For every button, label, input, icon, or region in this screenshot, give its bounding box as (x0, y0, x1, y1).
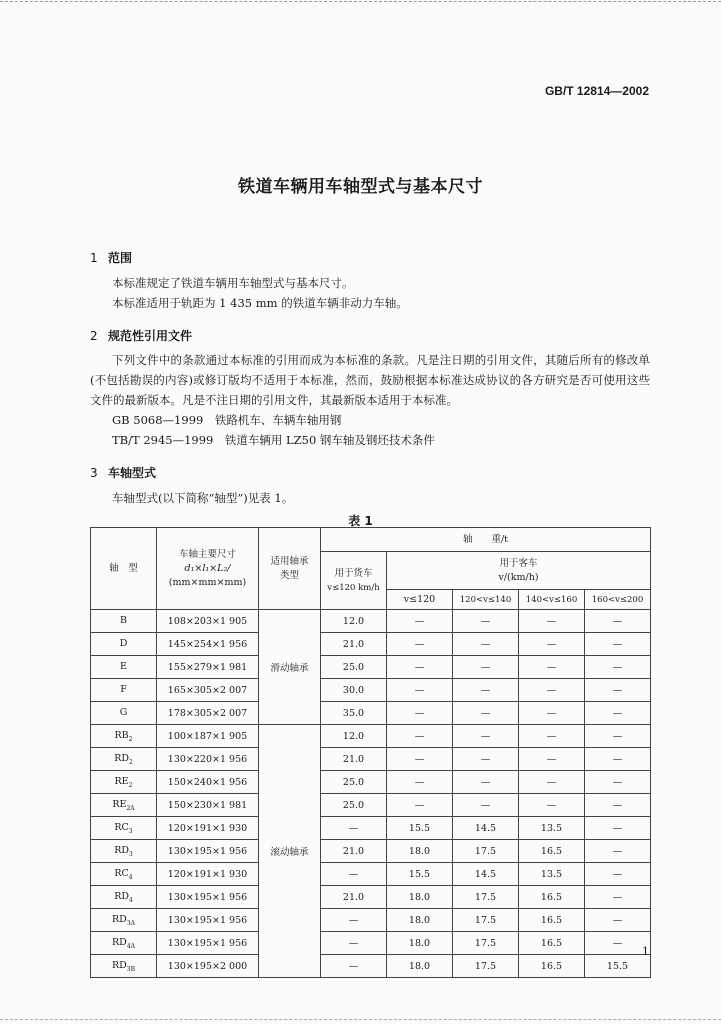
axle-type-label: RB (114, 729, 129, 741)
paragraph: 车轴型式(以下简称“轴型”)见表 1。 (112, 491, 294, 505)
axle-type-subscript: 2 (128, 758, 133, 766)
cell-passenger-load: 17.5 (453, 932, 519, 955)
cell-freight-load: — (321, 817, 387, 840)
cell-passenger-load: 16.5 (519, 886, 585, 909)
cell-passenger-load: 15.5 (387, 863, 453, 886)
section-3-heading (90, 464, 156, 481)
cell-passenger-load: — (387, 656, 453, 679)
cell-passenger-load: — (453, 794, 519, 817)
cell-passenger-load: — (453, 610, 519, 633)
cell-axle-type (91, 932, 157, 955)
cell-passenger-load: — (585, 817, 651, 840)
axle-type-label: RD (111, 959, 127, 971)
header-dimensions (157, 528, 259, 610)
cell-passenger-load: — (585, 702, 651, 725)
cell-freight-load: — (321, 932, 387, 955)
cell-axle-type (91, 748, 157, 771)
cell-dimensions: 120×191×1 930 (157, 817, 259, 840)
cell-passenger-load: — (519, 656, 585, 679)
axle-type-subscript: 4 (128, 873, 133, 881)
cell-passenger-load: 18.0 (387, 909, 453, 932)
cell-axle-type (91, 633, 157, 656)
cell-freight-load: — (321, 955, 387, 978)
cell-axle-type (91, 817, 157, 840)
table-row (91, 702, 651, 725)
cell-passenger-load: 17.5 (453, 955, 519, 978)
cell-dimensions: 178×305×2 007 (157, 702, 259, 725)
cell-freight-load: 21.0 (321, 633, 387, 656)
cell-passenger-load: 13.5 (519, 817, 585, 840)
cell-passenger-load: — (585, 633, 651, 656)
cell-passenger-load: — (387, 748, 453, 771)
paragraph: 本标准规定了铁道车辆用车轴型式与基本尺寸。 (112, 276, 354, 290)
cell-freight-load: 21.0 (321, 840, 387, 863)
cell-passenger-load: — (585, 656, 651, 679)
header-bearing-line1: 适用轴承 (270, 555, 309, 567)
cell-passenger-load: — (453, 771, 519, 794)
document-title: 铁道车辆用车轴型式与基本尺寸 (238, 177, 483, 197)
header-dimensions-line3: (mm×mm×mm) (168, 576, 247, 588)
table-row (91, 840, 651, 863)
table-row (91, 610, 651, 633)
cell-passenger-load: — (585, 886, 651, 909)
cell-axle-type (91, 610, 157, 633)
table-row (91, 656, 651, 679)
cell-freight-load: 25.0 (321, 656, 387, 679)
header-speed-band: 160<v≤200 (585, 590, 651, 610)
cell-passenger-load: — (585, 748, 651, 771)
cell-passenger-load: — (387, 633, 453, 656)
section-title: 规范性引用文件 (108, 329, 193, 343)
cell-axle-type (91, 725, 157, 748)
cell-passenger-load: — (519, 633, 585, 656)
cell-bearing-type: 滚动轴承 (259, 725, 321, 978)
axle-type-label: E (120, 660, 127, 672)
cell-dimensions: 120×191×1 930 (157, 863, 259, 886)
cell-axle-type (91, 656, 157, 679)
cell-passenger-load: — (387, 702, 453, 725)
section-1-heading (90, 249, 132, 266)
cell-passenger-load: — (519, 725, 585, 748)
axle-type-label: RE (112, 798, 127, 810)
cell-passenger-load: — (585, 932, 651, 955)
table-caption: 表 1 (348, 514, 373, 528)
axle-type-label: RD (112, 913, 127, 925)
cell-passenger-load: 16.5 (519, 909, 585, 932)
cell-passenger-load: — (585, 863, 651, 886)
cell-freight-load: — (321, 909, 387, 932)
cell-passenger-load: 18.0 (387, 886, 453, 909)
axle-type-subscript: 4 (128, 896, 133, 904)
header-dimensions-line1: 车轴主要尺寸 (178, 548, 236, 560)
axle-type-label: RD (114, 844, 129, 856)
cell-passenger-load: — (387, 725, 453, 748)
axle-type-subscript: 2 (128, 781, 133, 789)
cell-passenger-load: — (585, 771, 651, 794)
axle-type-label: RC (114, 821, 129, 833)
axle-type-label: B (120, 614, 127, 626)
cell-dimensions: 130×195×1 956 (157, 886, 259, 909)
cell-freight-load: 30.0 (321, 679, 387, 702)
paragraph: 下列文件中的条款通过本标准的引用而成为本标准的条款。凡是注日期的引用文件，其随后所有的修改单(不包括勘误的内容)或修订版均不适用于本标准，然而，鼓励根据本标准达成协议的各方研究是否可使用这些文件的最新版本。凡是不注日期的引用文件，其最新版本适用于本标准。 (90, 353, 650, 407)
cell-passenger-load: 14.5 (453, 863, 519, 886)
cell-freight-load: — (321, 863, 387, 886)
cell-freight-load: 21.0 (321, 748, 387, 771)
cell-dimensions: 150×230×1 981 (157, 794, 259, 817)
header-bearing-line2: 类型 (279, 569, 299, 581)
header-passenger-line2: v/(km/h) (498, 571, 539, 583)
cell-passenger-load: — (519, 610, 585, 633)
cell-passenger-load: 16.5 (519, 840, 585, 863)
header-freight (321, 552, 387, 610)
axle-type-subscript: 3 (128, 827, 133, 835)
header-bearing-type (259, 528, 321, 610)
cell-passenger-load: 18.0 (387, 932, 453, 955)
axle-type-label: D (119, 637, 128, 649)
header-speed-band: 140<v≤160 (519, 590, 585, 610)
axle-type-subscript: 3B (126, 965, 135, 973)
table-row (91, 679, 651, 702)
standard-number: GB/T 12814—2002 (544, 84, 649, 98)
header-passenger-line1: 用于客车 (499, 557, 538, 569)
axle-type-label: RD (114, 752, 129, 764)
cell-axle-type (91, 909, 157, 932)
cell-passenger-load: — (519, 771, 585, 794)
reference-gb5068: GB 5068—1999 铁路机车、车辆车轴用钢 (112, 413, 342, 427)
page-number: 1 (642, 945, 649, 958)
header-passenger (387, 552, 651, 590)
cell-passenger-load: — (519, 794, 585, 817)
table-row (91, 794, 651, 817)
header-freight-line1: 用于货车 (334, 567, 373, 579)
cell-freight-load: 25.0 (321, 794, 387, 817)
cell-dimensions: 130×220×1 956 (157, 748, 259, 771)
cell-passenger-load: 16.5 (519, 955, 585, 978)
cell-passenger-load: 15.5 (387, 817, 453, 840)
section-number: 3 (90, 466, 98, 480)
axle-type-label: RD (114, 890, 129, 902)
cell-axle-type (91, 886, 157, 909)
header-speed-band: 120<v≤140 (453, 590, 519, 610)
cell-passenger-load: 18.0 (387, 840, 453, 863)
header-axle-type: 轴 型 (91, 528, 157, 610)
table-row (91, 817, 651, 840)
axle-type-subscript: 3 (128, 850, 133, 858)
table-row (91, 932, 651, 955)
cell-passenger-load: — (453, 725, 519, 748)
header-axle-load: 轴 重/t (321, 528, 651, 552)
axle-type-label: F (120, 683, 127, 695)
header-freight-line2: v≤120 km/h (327, 582, 380, 593)
cell-passenger-load: 17.5 (453, 886, 519, 909)
header-dimensions-line2: d₁×l₁×L₂/ (184, 562, 231, 574)
table-row (91, 886, 651, 909)
table-row (91, 748, 651, 771)
section-number: 2 (90, 329, 98, 343)
axle-type-subscript: 4A (126, 942, 135, 950)
cell-passenger-load: 17.5 (453, 840, 519, 863)
cell-axle-type (91, 863, 157, 886)
cell-passenger-load: — (519, 679, 585, 702)
cell-passenger-load: — (453, 656, 519, 679)
cell-passenger-load: — (585, 840, 651, 863)
cell-passenger-load: — (453, 748, 519, 771)
axle-type-label: G (119, 706, 128, 718)
table-row (91, 633, 651, 656)
cell-passenger-load: 16.5 (519, 932, 585, 955)
axle-type-label: RD (112, 936, 127, 948)
cell-axle-type (91, 771, 157, 794)
cell-dimensions: 130×195×1 956 (157, 840, 259, 863)
cell-passenger-load: — (387, 771, 453, 794)
reference-tbt2945: TB/T 2945—1999 铁道车辆用 LZ50 钢车轴及钢坯技术条件 (112, 433, 435, 447)
section-title: 车轴型式 (108, 466, 157, 480)
cell-passenger-load: 13.5 (519, 863, 585, 886)
cell-bearing-type: 滑动轴承 (259, 610, 321, 725)
cell-passenger-load: 15.5 (585, 955, 651, 978)
cell-dimensions: 108×203×1 905 (157, 610, 259, 633)
cell-dimensions: 150×240×1 956 (157, 771, 259, 794)
cell-passenger-load: — (387, 794, 453, 817)
axle-type-subscript: 2 (128, 735, 133, 743)
cell-passenger-load: — (453, 679, 519, 702)
cell-axle-type (91, 702, 157, 725)
cell-passenger-load: 17.5 (453, 909, 519, 932)
section-2-heading (90, 327, 192, 344)
axle-type-subscript: 2A (126, 804, 135, 812)
cell-passenger-load: — (585, 610, 651, 633)
section-title: 范围 (108, 251, 133, 265)
cell-freight-load: 35.0 (321, 702, 387, 725)
table-row (91, 955, 651, 978)
axle-type-label: RE (114, 775, 129, 787)
cell-passenger-load: — (453, 633, 519, 656)
cell-axle-type (91, 955, 157, 978)
cell-passenger-load: — (519, 748, 585, 771)
top-border (0, 1, 721, 2)
cell-passenger-load: — (387, 679, 453, 702)
cell-passenger-load: — (387, 610, 453, 633)
cell-dimensions: 130×195×1 956 (157, 909, 259, 932)
section-number: 1 (90, 251, 98, 265)
header-speed-band: v≤120 (387, 590, 453, 610)
cell-freight-load: 12.0 (321, 610, 387, 633)
cell-dimensions: 100×187×1 905 (157, 725, 259, 748)
cell-freight-load: 25.0 (321, 771, 387, 794)
cell-passenger-load: 18.0 (387, 955, 453, 978)
axle-type-subscript: 3A (126, 919, 135, 927)
table-row (91, 771, 651, 794)
cell-passenger-load: — (585, 725, 651, 748)
axle-type-label: RC (114, 867, 129, 879)
cell-freight-load: 21.0 (321, 886, 387, 909)
cell-axle-type (91, 840, 157, 863)
table-row (91, 909, 651, 932)
table-row (91, 725, 651, 748)
axle-table (90, 527, 651, 978)
paragraph: 本标准适用于轨距为 1 435 mm 的铁道车辆非动力车轴。 (112, 296, 408, 310)
cell-dimensions: 155×279×1 981 (157, 656, 259, 679)
cell-dimensions: 145×254×1 956 (157, 633, 259, 656)
cell-passenger-load: — (585, 909, 651, 932)
cell-axle-type (91, 794, 157, 817)
table-body (91, 610, 651, 978)
cell-passenger-load: — (519, 702, 585, 725)
bottom-border (0, 1019, 721, 1020)
cell-passenger-load: 14.5 (453, 817, 519, 840)
cell-passenger-load: — (585, 679, 651, 702)
cell-freight-load: 12.0 (321, 725, 387, 748)
cell-passenger-load: — (453, 702, 519, 725)
cell-dimensions: 130×195×2 000 (157, 955, 259, 978)
cell-dimensions: 165×305×2 007 (157, 679, 259, 702)
table-row (91, 863, 651, 886)
cell-dimensions: 130×195×1 956 (157, 932, 259, 955)
cell-axle-type (91, 679, 157, 702)
cell-passenger-load: — (585, 794, 651, 817)
